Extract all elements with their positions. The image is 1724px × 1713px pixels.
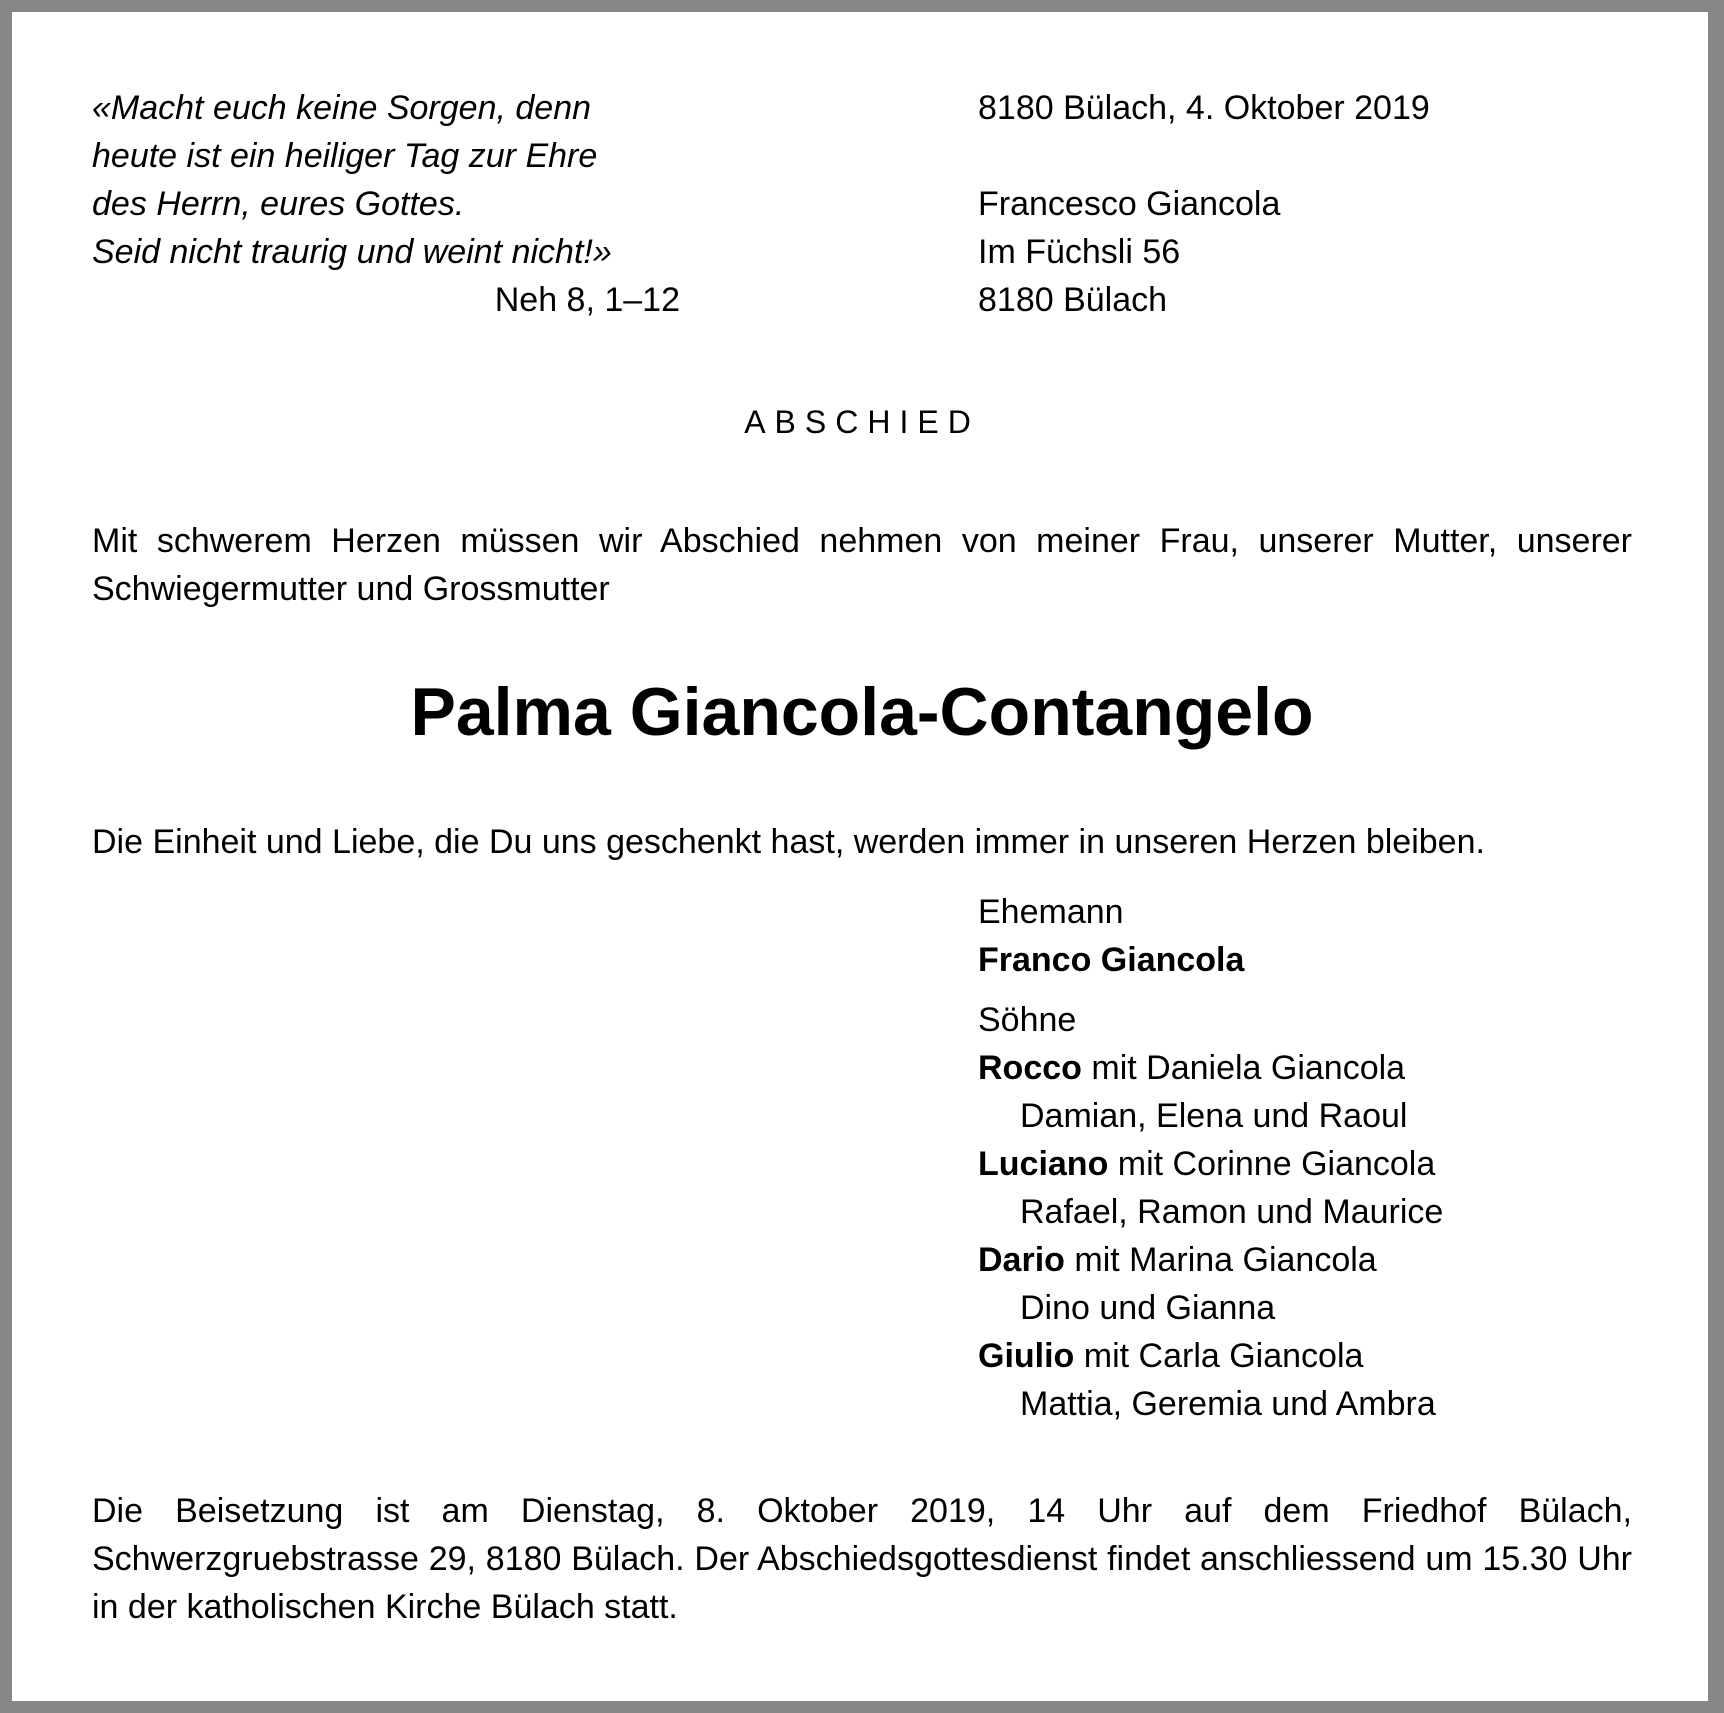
intro-text: Mit schwerem Herzen müssen wir Abschied nehmen von meiner Frau, unserer Mutter, unserer Schwiegermutter und Grossmutter: [92, 522, 1632, 608]
burial-info: Die Beisetzung ist am Dienstag, 8. Oktober 2019, 14 Uhr auf dem Friedhof Bülach, Schwerzgruebstrasse 29, 8180 Bülach. Der Abschiedsgottesdienst findet anschliessend um 15.30 Uhr in der katholischen Kirche Bülach statt.: [92, 1492, 1632, 1626]
family-list: [978, 888, 1443, 1428]
contact-street: Im Füchsli 56: [978, 233, 1181, 271]
bible-quote: [92, 84, 732, 324]
tribute-text: Die Einheit und Liebe, die Du uns geschenkt hast, werden immer in unseren Herzen bleiben.: [92, 823, 1485, 861]
spacer: [978, 984, 1443, 996]
son-entry: [978, 1140, 1443, 1188]
son-entry: [978, 1044, 1443, 1092]
sender-block: [978, 84, 1430, 324]
sons-label: Söhne: [978, 1001, 1077, 1039]
deceased-name: Palma Giancola-Contangelo: [410, 674, 1314, 750]
contact-name: Francesco Giancola: [978, 185, 1281, 223]
son-partner: mit Marina Giancola: [1064, 1241, 1377, 1279]
notice-heading: ABSCHIED: [744, 404, 980, 440]
husband-label: Ehemann: [978, 893, 1124, 931]
grandchildren: Mattia, Geremia und Ambra: [1020, 1385, 1436, 1423]
son-entry: [978, 1332, 1443, 1380]
son-partner: mit Carla Giancola: [1074, 1337, 1364, 1375]
contact-city: 8180 Bülach: [978, 281, 1168, 319]
quote-line: «Macht euch keine Sorgen, denn: [92, 89, 592, 127]
son-name: Rocco: [978, 1049, 1082, 1087]
spacer: [978, 132, 1430, 180]
grandchildren: Rafael, Ramon und Maurice: [1020, 1193, 1444, 1231]
son-name: Giulio: [978, 1337, 1075, 1375]
grandchildren: Dino und Gianna: [1020, 1289, 1276, 1327]
son-partner: mit Corinne Giancola: [1108, 1145, 1436, 1183]
quote-line: des Herrn, eures Gottes.: [92, 185, 465, 223]
son-name: Luciano: [978, 1145, 1109, 1183]
son-name: Dario: [978, 1241, 1065, 1279]
grandchildren: Damian, Elena und Raoul: [1020, 1097, 1408, 1135]
son-partner: mit Daniela Giancola: [1081, 1049, 1406, 1087]
quote-line: Seid nicht traurig und weint nicht!»: [92, 233, 612, 271]
quote-reference: Neh 8, 1–12: [494, 281, 680, 319]
quote-line: heute ist ein heiliger Tag zur Ehre: [92, 137, 598, 175]
son-entry: [978, 1236, 1443, 1284]
husband-name: Franco Giancola: [978, 941, 1245, 979]
place-date: 8180 Bülach, 4. Oktober 2019: [978, 89, 1430, 127]
